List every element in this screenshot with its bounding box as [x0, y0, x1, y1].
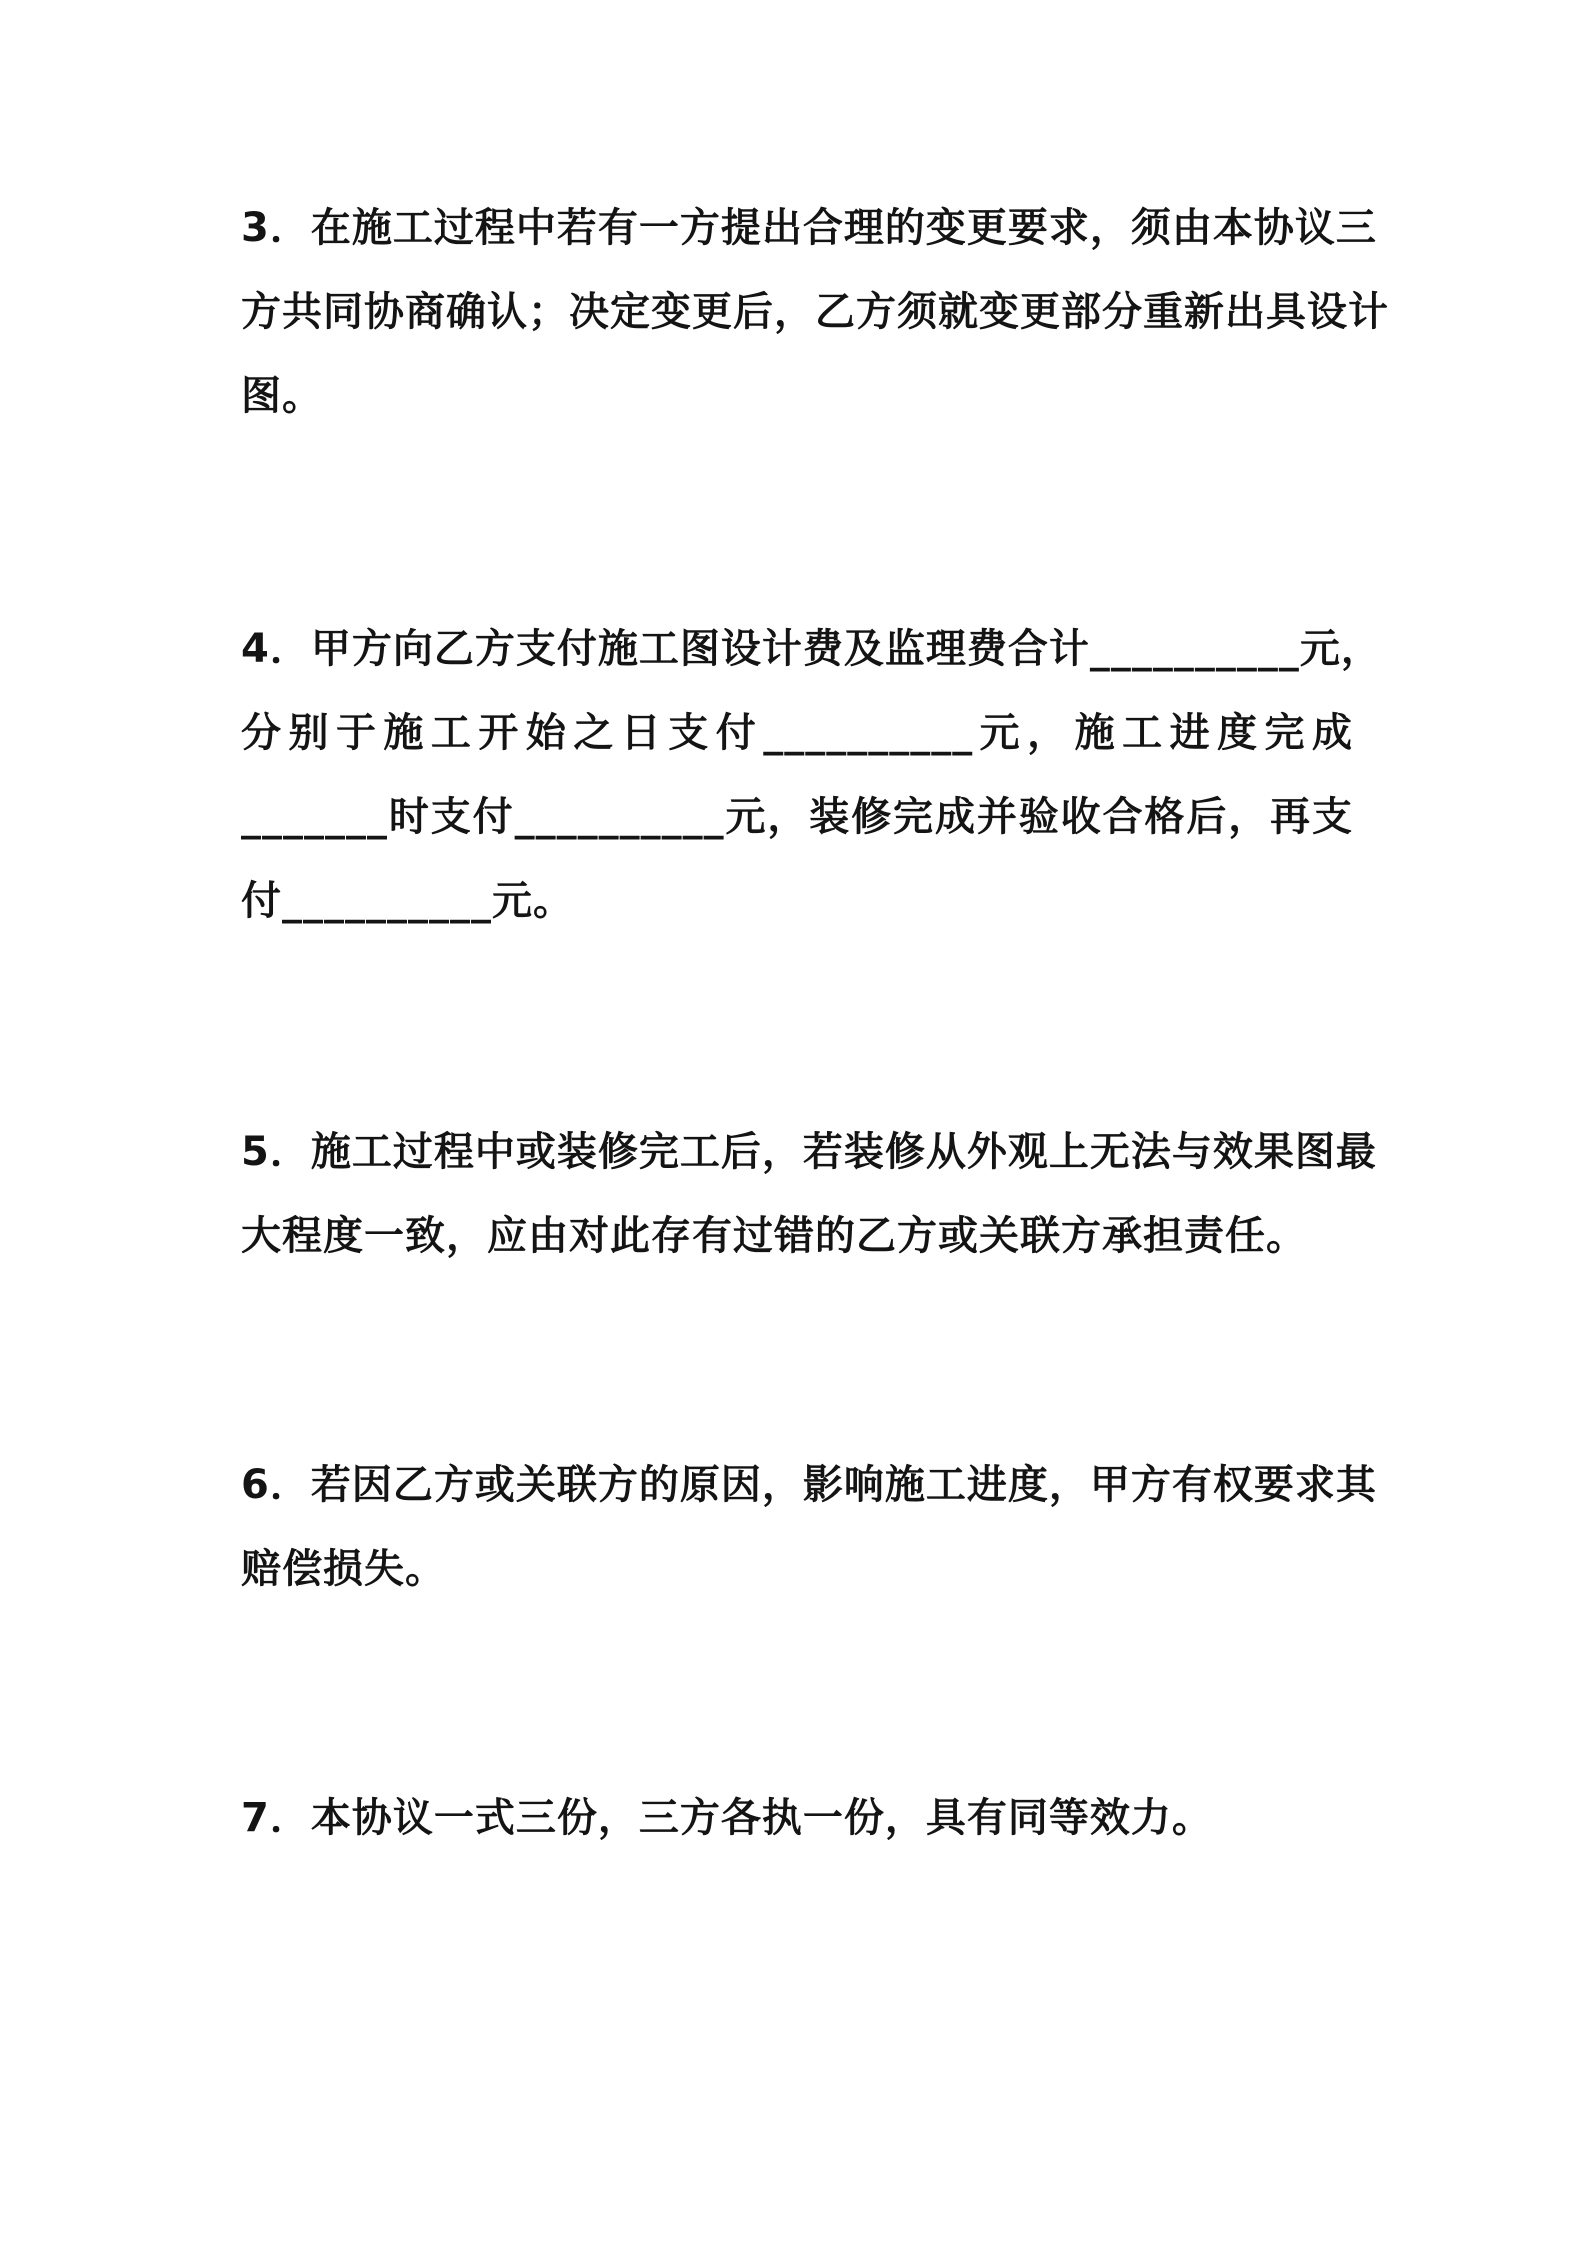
- clause-5-line-2: 大程度一致，应由对此存有过错的乙方或关联方承担责任。: [241, 1213, 1307, 1259]
- clause-4-line-1: 4．甲方向乙方支付施工图设计费及监理费合计__________元，: [241, 626, 1382, 672]
- clause-7: [241, 1776, 1353, 1860]
- clause-3: [241, 186, 1389, 438]
- clause-4-line-3: _______时支付__________元，装修完成并验收合格后，再支: [241, 794, 1353, 840]
- clause-4-line-2: 分别于施工开始之日支付__________元，施工进度完成: [241, 710, 1353, 756]
- clause-6-line-1: 6．若因乙方或关联方的原因，影响施工进度，甲方有权要求其: [241, 1462, 1377, 1508]
- clause-3-line-1: 3．在施工过程中若有一方提出合理的变更要求，须由本协议三: [241, 205, 1377, 251]
- clause-3-line-3: 图。: [241, 373, 323, 419]
- clause-5: [241, 1110, 1377, 1278]
- clause-5-line-1: 5．施工过程中或装修完工后，若装修从外观上无法与效果图最: [241, 1129, 1377, 1175]
- clause-3-line-2: 方共同协商确认；决定变更后，乙方须就变更部分重新出具设计: [241, 289, 1389, 335]
- clause-7-line-1: 7．本协议一式三份，三方各执一份，具有同等效力。: [241, 1795, 1213, 1841]
- clause-4: [241, 607, 1382, 943]
- clause-6: [241, 1443, 1377, 1611]
- clause-4-line-4: 付__________元。: [241, 878, 574, 924]
- clause-6-line-2: 赔偿损失。: [241, 1546, 446, 1592]
